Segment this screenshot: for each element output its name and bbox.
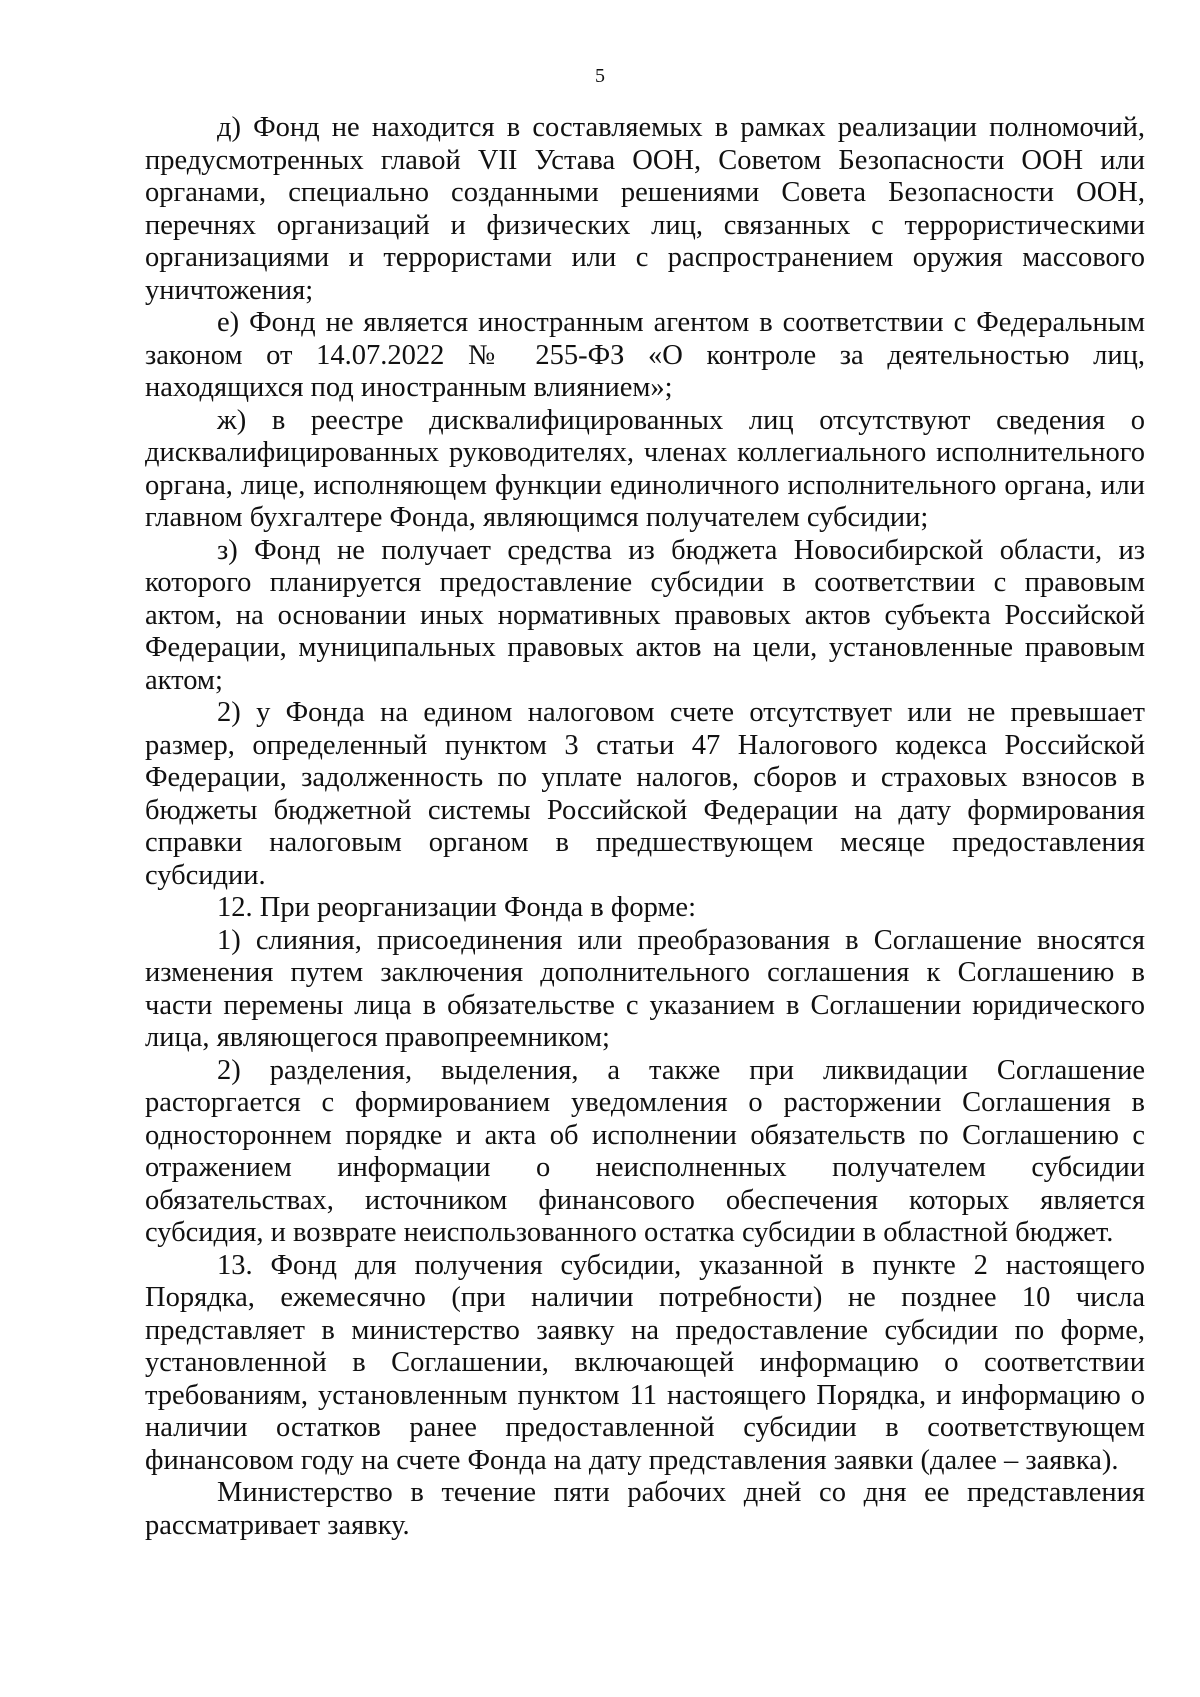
- paragraph-e-foreign-agent: е) Фонд не является иностранным агентом в соответствии с Федеральным законом от 14.07.2022 № 255-ФЗ «О контроле за деятельностью лиц, находящихся под иностранным влиянием»;: [145, 307, 1145, 403]
- paragraph-z-budget-funds: з) Фонд не получает средства из бюджета Новосибирской области, из которого планируется предоставление субсидии в соответствии с правовым актом, на основании иных нормативных правовых актов субъекта Российской Федерации, муниципальных правовых актов на цели, установленные правовым актом;: [145, 534, 1145, 696]
- paragraph-ministry-review: Министерство в течение пяти рабочих дней со дня ее представления рассматривает заявку.: [145, 1477, 1145, 1541]
- paragraph-zh-disqualified-registry: ж) в реестре дисквалифицированных лиц отсутствуют сведения о дисквалифицированных руководителях, членах коллегиального исполнительного органа, лице, исполняющем функции единоличного исполнительного органа, или главном бухгалтере Фонда, являющимся получателем субсидии;: [145, 404, 1145, 533]
- paragraph-12-1-merger: 1) слияния, присоединения или преобразования в Соглашение вносятся изменения путем заключения дополнительного соглашения к Соглашению в части перемены лица в обязательстве с указанием в Соглашении юридического лица, являющегося правопреемником;: [145, 924, 1145, 1053]
- paragraph-13-application: 13. Фонд для получения субсидии, указанной в пункте 2 настоящего Порядка, ежемесячно (при наличии потребности) не позднее 10 числа представляет в министерство заявку на предоставление субсидии по форме, установленной в Соглашении, включающей информацию о соответствии требованиям, установленным пунктом 11 настоящего Порядка, и информацию о наличии остатков ранее предоставленной субсидии в соответствующем финансовом году на счете Фонда на дату представления заявки (далее – заявка).: [145, 1249, 1145, 1476]
- document-body: [145, 112, 1145, 1542]
- paragraph-2-tax-debt: 2) у Фонда на едином налоговом счете отсутствует или не превышает размер, определенный пунктом 3 статьи 47 Налогового кодекса Российской Федерации, задолженность по уплате налогов, сборов и страховых взносов в бюджеты бюджетной системы Российской Федерации на дату формирования справки налоговым органом в предшествующем месяце предоставления субсидии.: [145, 697, 1145, 891]
- paragraph-12-reorganization: 12. При реорганизации Фонда в форме:: [217, 892, 697, 923]
- paragraph-d-un-lists: д) Фонд не находится в составляемых в рамках реализации полномочий, предусмотренных главой VII Устава ООН, Советом Безопасности ООН или органами, специально созданными решениями Совета Безопасности ООН, перечнях организаций и физических лиц, связанных с террористическими организациями и террористами или с распространением оружия массового уничтожения;: [145, 112, 1145, 306]
- paragraph-12-2-division: 2) разделения, выделения, а также при ликвидации Соглашение расторгается с формированием уведомления о расторжении Соглашения в одностороннем порядке и акта об исполнении обязательств по Соглашению с отражением информации о неисполненных получателем субсидии обязательствах, источником финансового обеспечения которых является субсидия, и возврате неиспользованного остатка субсидии в областной бюджет.: [145, 1054, 1145, 1248]
- page-number: 5: [595, 65, 605, 87]
